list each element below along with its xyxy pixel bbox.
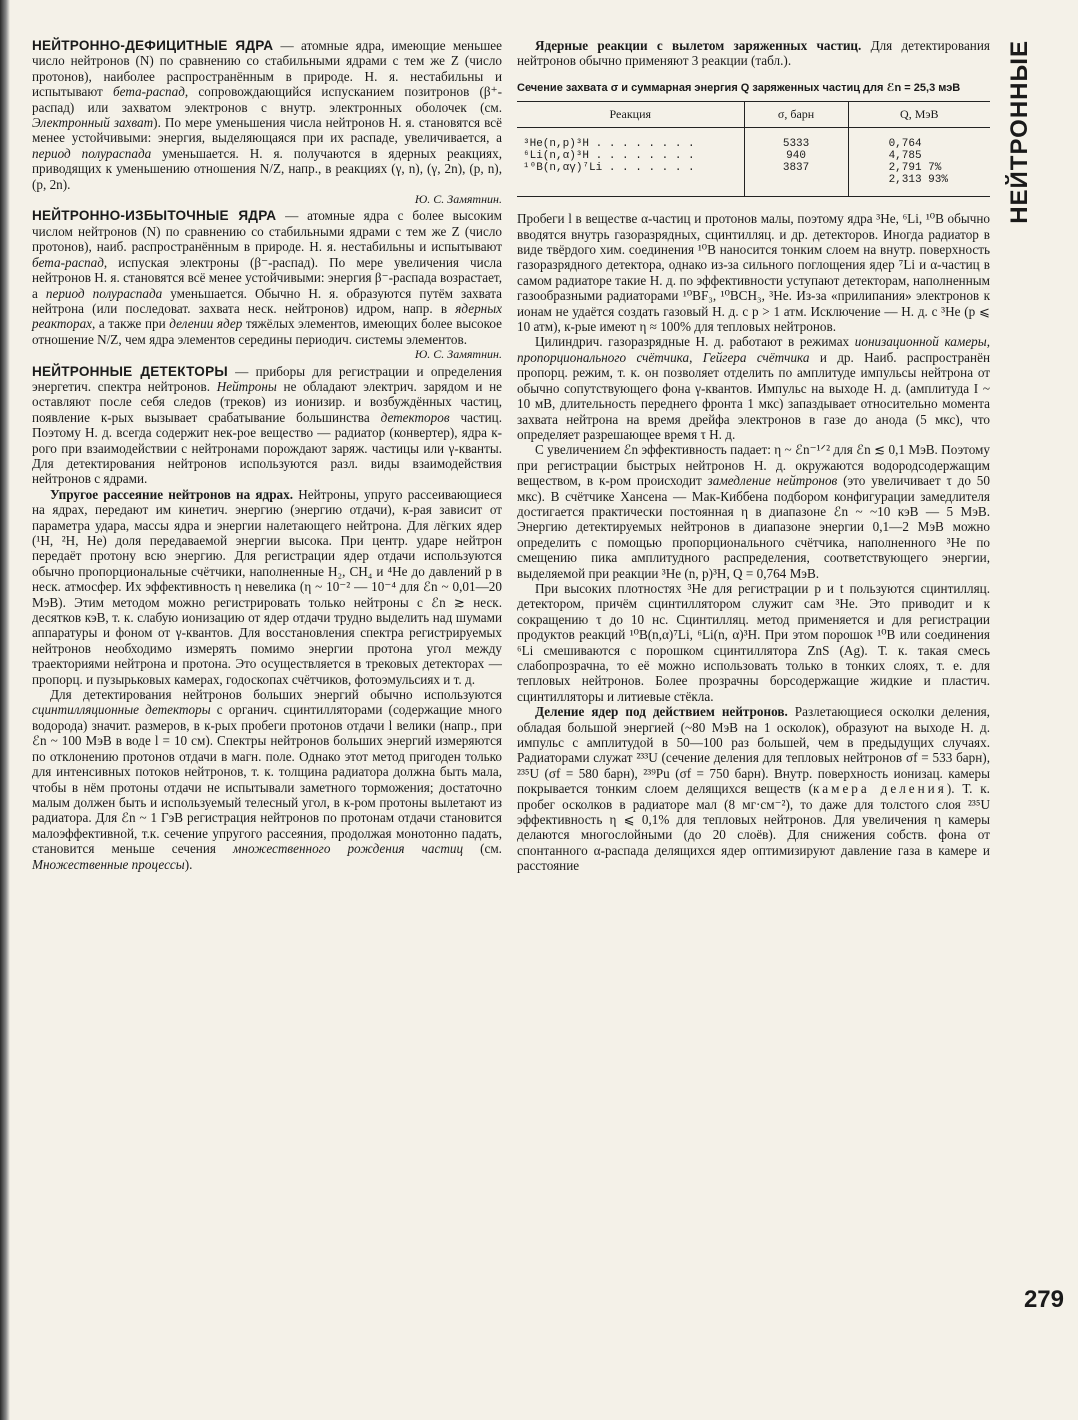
entry-term: НЕЙТРОННО-ИЗБЫТОЧНЫЕ ЯДРА bbox=[32, 208, 277, 224]
binding-edge-shadow bbox=[0, 0, 10, 1420]
paragraph-scintillation: При высоких плотностях ³He для регистрации p и t пользуются сцинтилляц. детектором, причём сцинтиллятором служит сам ³He. Это приводит и к сокращению τ до 10 нс. Сцинтилляц. метод применяется и для регистрации продуктов реакций ¹⁰B(n,α)⁷Li, ⁶Li(n, α)³H. При этом порошок ¹⁰B или соединения ⁶Li смешиваются с порошком сцинтиллятора ZnS (Ag). Т. к. такая смесь слабопрозрачна, то её можно использовать только в тонких слоях, т. е. для тепловых нейтронов. Более прозрачны борсодержащие жидкие и пластич. сцинтилляторы и литиевые стёкла. bbox=[517, 580, 990, 704]
table-header-cell: Реакция bbox=[517, 101, 744, 127]
section-heading: Ядерные реакции с вылетом заряженных частиц. bbox=[535, 38, 862, 53]
section-fission: Деление ядер под действием нейтронов. Разлетающиеся осколки деления, обладая большой энергией (~80 МэВ на 1 осколок), образуют на выходе Н. д. импульс с амплитудой в 50—100 раз большей, чем в предыдущих случаях. Радиаторами служат ²³³U (сечение деления для тепловых нейтронов σf = 533 барн), ²³⁵U (σf = 580 барн), ²³⁹Pu (σf = 750 барн). Внутр. поверхность ионизац. камеры покрывается тонким слоем делящихся веществ (камера деления). Т. к. пробег осколков в радиаторе мал (8 мг·см⁻²), то даже для толстого слоя ²³⁵U эффективность η ⩽ 0,1% для тепловых нейтронов. Для увеличения η камеры делаются многослойными (до 20 слоёв). Для снижения собств. фона от спонтанного α-распада делящихся ядер оптимизируют давление газа в камере и расстояние bbox=[517, 704, 990, 874]
left-column bbox=[32, 38, 502, 872]
entry-author: Ю. С. Замятнин. bbox=[414, 192, 502, 207]
reactions-cell: ³He(n,p)³H . . . . . . . . ⁶Li(n,α)³H . . . . . . . . ¹⁰B(n,αγ)⁷Li . . . . . . . bbox=[517, 128, 744, 197]
paragraph-efficiency: С увеличением ℰn эффективность падает: η ~ ℰn⁻¹ᐟ² для ℰn ≲ 0,1 МэВ. Поэтому при регистрации быстрых нейтронов Н. д. окружаются водородсодержащим веществом, в к-ром происходит замедление нейтронов (это увеличивает τ до 50 мкс). В счётчике Хансена — Мак-Киббена подбором конфигурации замедлителя достигается практически постоянная η в диапазоне ℰn ~ ~10 кэВ — 5 МэВ. Энергию детектируемых нейтронов в диапазоне энергии 0,1—2 МэВ можно определить с помощью пропорционального счётчика, наполненного ³He по смещению пика амплитудного распределения, соответствующего энергии, выделяемой при реакции ³He (n, p)³H, Q = 0,764 МэВ. bbox=[517, 442, 990, 581]
table-header-cell: Q, МэВ bbox=[848, 101, 990, 127]
section-elastic-scattering: Упругое рассеяние нейтронов на ядрах. Нейтроны, упруго рассеивающиеся на ядрах, передают им кинетич. энергию (энергию отдачи), к-рая зависит от параметра удара, массы ядра и энергии налетающего нейтрона. Для лёгких ядер (¹H, ²H, He) доля передаваемой энергии высока. При центр. ударе нейтрон передаёт протону всю энергию. Для регистрации ядер отдачи используются обычно пропорциональные счётчики, наполненные H₂, CH₄ и ⁴He до давлений p в неск. атмосфер. Их эффективность η невелика (η ~ 10⁻² — 10⁻⁴ для ℰn ~ 0,01—20 МэВ). Этим методом можно регистрировать только нейтроны с ℰn ≳ неск. десятков кэВ, т. к. слабую ионизацию от ядер отдачи трудно выделить над шумами аппаратуры и фоном от γ-квантов. Для восстановления спектра регистрируемых нейтронов необходимо измерять помимо энергии протона угол между траекториями нейтрона и протона. Это осуществляется в трековых детекторах — пропорц. и пузырьковых камерах, годоскопах счётчиков, фотоэмульсиях и т. д. bbox=[32, 486, 502, 687]
running-head: НЕЙТРОННЫЕ bbox=[1006, 40, 1033, 224]
q-cell: 0,764 4,785 2,791 7% 2,313 93% bbox=[848, 128, 990, 197]
paragraph-high-energy: Для детектирования нейтронов больших энергий обычно используются сцинтилляционные детекторы с органич. сцинтилляторами (содержащие много водорода) значит. размеров, в к-рых пробеги протонов отдачи l велики (напр., при ℰn ~ 100 МэВ в воде l = 10 см). Спектры нейтронов больших энергий измеряются по отклонению протонов отдачи в магн. поле. Однако этот метод пригоден только для интенсивных потоков нейтронов, т. к. толщина радиатора должна быть мала, чтобы в нём протоны отдачи не испытывали заметного торможения; достаточно малым должен быть и используемый телесный угол, в к-ром протоны вылетают из радиатора. Для ℰn ~ 1 ГэВ регистрация нейтронов по протонам отдачи становится малоэффективной, т.к. сечение упругого рассеяния, продолжая монотонно падать, становится меньше сечения множественного рождения частиц (см. Множественные процессы). bbox=[32, 687, 502, 872]
table-header-cell: σ, барн bbox=[744, 101, 848, 127]
section-charged-particle-reactions: Ядерные реакции с вылетом заряженных частиц. Для детектирования нейтронов обычно применяют 3 реакции (табл.). bbox=[517, 38, 990, 69]
entry-term: НЕЙТРОННЫЕ ДЕТЕКТОРЫ bbox=[32, 363, 228, 379]
paragraph-ranges: Пробеги l в веществе α-частиц и протонов малы, поэтому ядра ³He, ⁶Li, ¹⁰B обычно вводятся внутрь газоразрядных, сцинтилляц. и др. детекторов. Иногда радиатор в виде твёрдого хим. соединения ¹⁰B наносится тонким слоем на внутр. поверхность газоразрядного детектора, однако из-за сильного поглощения ядер ⁷Li и α-частиц в самом радиаторе такие Н. д. по эффективности уступают детекторам, наполненным газообразными радиаторами ¹⁰BF₃, ¹⁰BCH₃, ³He. Из-за «прилипания» электронов к ионам не удаётся создать газовый Н. д. с p > 1 атм. Исключение — Н. д. с ³He (p ⩽ 10 атм), к-рые имеют η ≈ 100% для тепловых нейтронов. bbox=[517, 211, 990, 335]
entry-neutron-detectors: НЕЙТРОННЫЕ ДЕТЕКТОРЫ — приборы для регистрации и определения энергетич. спектра нейтронов. Нейтроны не обладают электрич. зарядом и не оставляют после себя следов (треков) из ионизир. и возбуждённых частиц, появление к-рых вызывает срабатывание большинства детекторов частиц. Поэтому Н. д. всегда содержит нек-рое вещество — радиатор (конвертер), ядра к-рого при взаимодействии с нейтронами порождают заряж. частицы или γ-кванты. Для детектирования нейтронов используются разл. виды взаимодействия нейтронов с ядрами. bbox=[32, 363, 503, 487]
paragraph-gas-discharge: Цилиндрич. газоразрядные Н. д. работают в режимах ионизационной камеры, пропорционального счётчика, Гейгера счётчика и др. Наиб. распространён пропорц. режим, т. к. он позволяет отделить по амплитуде импульсы нейтрона от обычно сопутствующего фона γ-квантов. Импульс на выходе Н. д. (амплитуда I ~ 10 мВ, длительность переднего фронта 1 мкс) запаздывает относительно момента захвата нейтрона на время дрейфа электронов в газе до анода (5 мкс), что определяет разрешающее время τ Н. д. bbox=[517, 334, 990, 442]
table-header-row bbox=[517, 101, 990, 127]
entry-neutron-deficient-nuclei: НЕЙТРОННО-ДЕФИЦИТНЫЕ ЯДРА — атомные ядра, имеющие меньшее число нейтронов (N) по сравнению со стабильными ядрами с тем же Z (число протонов), наиболее распространённым в природе. Н. я. нестабильны и испытывают бета-распад, сопровождающийся испусканием позитронов (β⁺-распад) или захватом электронов с внутр. электронных оболочек (см. Электронный захват). По мере уменьшения числа нейтронов Н. я. становятся всё менее устойчивыми: энергия, выделяющаяся при их распаде, увеличивается, а период полураспада уменьшается. Н. я. получаются в ядерных реакциях, приводящих к уменьшению отношения N/Z, напр., в реакциях (γ, n), (γ, 2n), (p, n), (p, 2n). bbox=[32, 38, 502, 192]
section-heading: Упругое рассеяние нейтронов на ядрах. bbox=[50, 486, 294, 502]
entry-term: НЕЙТРОННО-ДЕФИЦИТНЫЕ ЯДРА bbox=[32, 38, 274, 53]
entry-neutron-rich-nuclei: НЕЙТРОННО-ИЗБЫТОЧНЫЕ ЯДРА — атомные ядра с более высоким числом нейтронов (N) по сравнению со стабильными ядрами с тем же Z (число протонов), наиб. распространённым в природе. Н. я. нестабильны и испытывают бета-распад, испуская электроны (β⁻-распад). По мере увеличения числа нейтронов Н. я. становятся всё менее устойчивыми: энергия β⁻-распада возрастает, а период полураспада уменьшается. Обычно Н. я. образуются путём захвата нейтрона (или последоват. захвата неск. нейтронов) идром, напр. в ядерных реакторах, а также при делении ядер тяжёлых элементов, имеющих более высокое отношение N/Z, чем ядра элементов середины периодич. системы элементов. bbox=[32, 208, 502, 347]
entry-author: Ю. С. Замятнин. bbox=[414, 347, 502, 362]
reactions-table bbox=[517, 101, 990, 197]
page-number: 279 bbox=[1023, 1286, 1064, 1313]
table-row bbox=[517, 128, 990, 197]
sigma-cell: 5333 940 3837 bbox=[744, 128, 848, 197]
right-column bbox=[517, 38, 990, 874]
table-caption: Сечение захвата σ и суммарная энергия Q заряженных частиц для ℰn = 25,3 мэВ bbox=[517, 81, 961, 94]
section-heading: Деление ядер под действием нейтронов. bbox=[535, 704, 788, 720]
